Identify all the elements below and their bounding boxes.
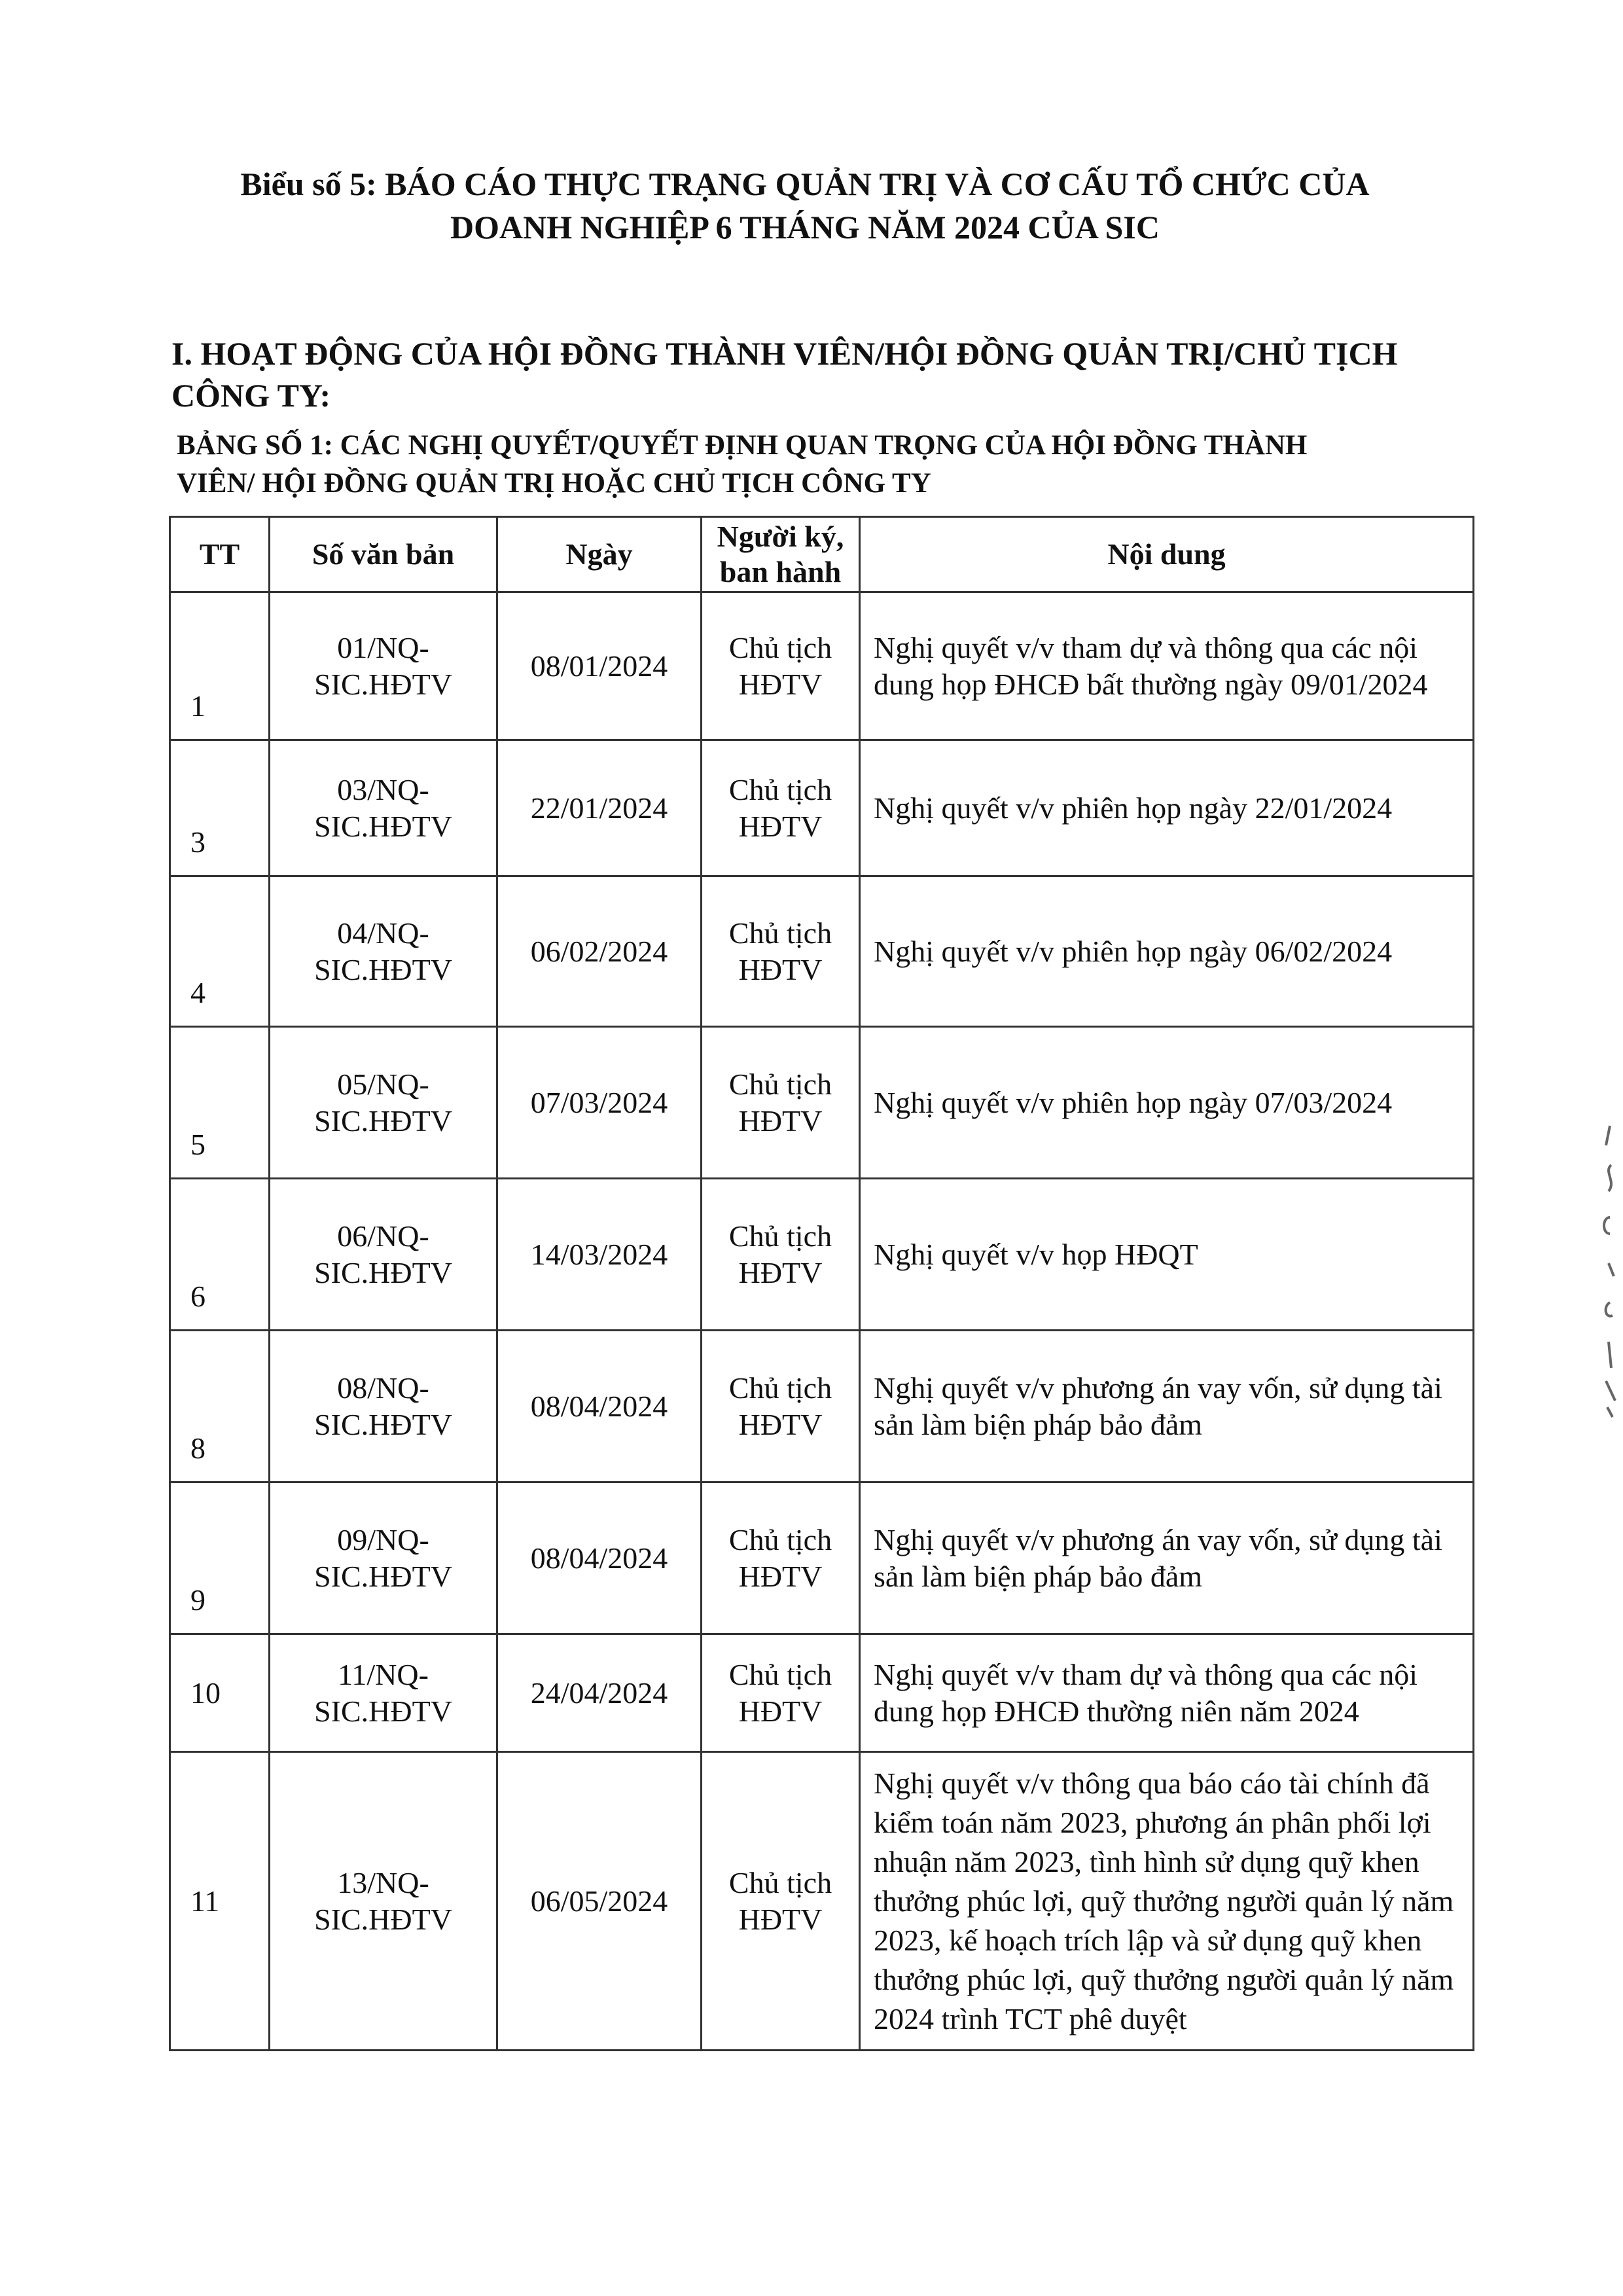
cell-ngay: 06/05/2024 bbox=[497, 1752, 702, 2051]
table-title-line-1: BẢNG SỐ 1: CÁC NGHỊ QUYẾT/QUYẾT ĐỊNH QUAN TRỌNG CỦA HỘI ĐỒNG THÀNH bbox=[177, 430, 1308, 461]
cell-nguoi-ky bbox=[702, 592, 860, 740]
cell-so-van-ban bbox=[270, 1027, 497, 1179]
nguoi-ky-line-1: Chủ tịch bbox=[728, 1657, 832, 1691]
cell-noi-dung: Nghị quyết v/v phương án vay vốn, sử dụng tài sản làm biện pháp bảo đảm bbox=[860, 1482, 1474, 1634]
nguoi-ky-line-1: Chủ tịch bbox=[728, 916, 832, 950]
cell-noi-dung: Nghị quyết v/v phiên họp ngày 06/02/2024 bbox=[860, 876, 1474, 1027]
table-row bbox=[170, 592, 1474, 740]
header-nguoi-ky bbox=[702, 517, 860, 592]
header-nguoi-ky-line-2: ban hành bbox=[719, 555, 842, 588]
cell-ngay: 08/01/2024 bbox=[497, 592, 702, 740]
cell-so-van-ban bbox=[270, 876, 497, 1027]
header-nguoi-ky-line-1: Người ký, bbox=[717, 520, 844, 553]
cell-noi-dung: Nghị quyết v/v thông qua báo cáo tài chính đã kiểm toán năm 2023, phương án phân phối lợi nhuận năm 2023, tình hình sử dụng quỹ khen thưởng phúc lợi, quỹ thưởng người quản lý năm 2023, kế hoạch trích lập và sử dụng quỹ khen thưởng phúc lợi, quỹ thưởng người quản lý năm 2024 trình TCT phê duyệt bbox=[860, 1752, 1474, 2051]
table-row bbox=[170, 1634, 1474, 1752]
so-van-ban-line-1: 13/NQ- bbox=[337, 1865, 429, 1899]
margin-stamp-mark bbox=[1597, 1119, 1623, 1420]
cell-ngay: 08/04/2024 bbox=[497, 1331, 702, 1482]
cell-ngay: 07/03/2024 bbox=[497, 1027, 702, 1179]
cell-ngay: 08/04/2024 bbox=[497, 1482, 702, 1634]
cell-nguoi-ky bbox=[702, 876, 860, 1027]
so-van-ban-line-2: SIC.HĐTV bbox=[314, 1559, 452, 1593]
cell-tt: 3 bbox=[170, 740, 270, 876]
so-van-ban-line-2: SIC.HĐTV bbox=[314, 1407, 452, 1441]
cell-nguoi-ky bbox=[702, 1331, 860, 1482]
table-body bbox=[170, 592, 1474, 2051]
table-row bbox=[170, 1027, 1474, 1179]
cell-tt: 4 bbox=[170, 876, 270, 1027]
so-van-ban-line-1: 03/NQ- bbox=[337, 772, 429, 806]
cell-so-van-ban bbox=[270, 1634, 497, 1752]
so-van-ban-line-1: 06/NQ- bbox=[337, 1219, 429, 1253]
so-van-ban-line-2: SIC.HĐTV bbox=[314, 952, 452, 986]
cell-ngay: 22/01/2024 bbox=[497, 740, 702, 876]
so-van-ban-line-1: 04/NQ- bbox=[337, 916, 429, 950]
section-heading-line-2: CÔNG TY: bbox=[171, 377, 331, 414]
stamp-edge-icon bbox=[1597, 1119, 1623, 1420]
table-row bbox=[170, 740, 1474, 876]
so-van-ban-line-2: SIC.HĐTV bbox=[314, 809, 452, 843]
cell-noi-dung: Nghị quyết v/v tham dự và thông qua các nội dung họp ĐHCĐ bất thường ngày 09/01/2024 bbox=[860, 592, 1474, 740]
cell-noi-dung: Nghị quyết v/v phương án vay vốn, sử dụng tài sản làm biện pháp bảo đảm bbox=[860, 1331, 1474, 1482]
so-van-ban-line-2: SIC.HĐTV bbox=[314, 1103, 452, 1138]
report-title-line-1: Biểu số 5: BÁO CÁO THỰC TRẠNG QUẢN TRỊ VÀ CƠ CẤU TỔ CHỨC CỦA bbox=[240, 166, 1370, 202]
so-van-ban-line-2: SIC.HĐTV bbox=[314, 1255, 452, 1289]
cell-tt: 5 bbox=[170, 1027, 270, 1179]
nguoi-ky-line-2: HĐTV bbox=[738, 1407, 823, 1441]
cell-noi-dung: Nghị quyết v/v phiên họp ngày 22/01/2024 bbox=[860, 740, 1474, 876]
cell-so-van-ban bbox=[270, 592, 497, 740]
nguoi-ky-line-1: Chủ tịch bbox=[728, 630, 832, 664]
table-row bbox=[170, 1752, 1474, 2051]
header-ngay: Ngày bbox=[497, 517, 702, 592]
nguoi-ky-line-2: HĐTV bbox=[738, 1255, 823, 1289]
so-van-ban-line-1: 05/NQ- bbox=[337, 1067, 429, 1101]
nguoi-ky-line-1: Chủ tịch bbox=[728, 1067, 832, 1101]
cell-so-van-ban bbox=[270, 1752, 497, 2051]
so-van-ban-line-2: SIC.HĐTV bbox=[314, 1694, 452, 1728]
header-noi-dung: Nội dung bbox=[860, 517, 1474, 592]
nguoi-ky-line-1: Chủ tịch bbox=[728, 772, 832, 806]
cell-noi-dung: Nghị quyết v/v phiên họp ngày 07/03/2024 bbox=[860, 1027, 1474, 1179]
table-row bbox=[170, 1331, 1474, 1482]
cell-so-van-ban bbox=[270, 1482, 497, 1634]
table-title-line-2: VIÊN/ HỘI ĐỒNG QUẢN TRỊ HOẶC CHỦ TỊCH CÔNG TY bbox=[177, 468, 931, 499]
cell-ngay: 14/03/2024 bbox=[497, 1179, 702, 1331]
cell-tt: 11 bbox=[170, 1752, 270, 2051]
table-header-row bbox=[170, 517, 1474, 592]
nguoi-ky-line-1: Chủ tịch bbox=[728, 1522, 832, 1556]
table-title bbox=[177, 427, 1459, 503]
cell-so-van-ban bbox=[270, 1331, 497, 1482]
table-row bbox=[170, 1482, 1474, 1634]
header-so-van-ban: Số văn bản bbox=[270, 517, 497, 592]
nguoi-ky-line-2: HĐTV bbox=[738, 809, 823, 843]
so-van-ban-line-1: 08/NQ- bbox=[337, 1371, 429, 1405]
cell-tt: 8 bbox=[170, 1331, 270, 1482]
header-tt: TT bbox=[170, 517, 270, 592]
nguoi-ky-line-1: Chủ tịch bbox=[728, 1865, 832, 1899]
cell-ngay: 24/04/2024 bbox=[497, 1634, 702, 1752]
nguoi-ky-line-2: HĐTV bbox=[738, 667, 823, 701]
cell-nguoi-ky bbox=[702, 1482, 860, 1634]
cell-tt: 6 bbox=[170, 1179, 270, 1331]
nguoi-ky-line-2: HĐTV bbox=[738, 1103, 823, 1138]
table-row bbox=[170, 876, 1474, 1027]
cell-nguoi-ky bbox=[702, 1752, 860, 2051]
section-heading bbox=[171, 332, 1454, 416]
nguoi-ky-line-2: HĐTV bbox=[738, 1694, 823, 1728]
cell-noi-dung: Nghị quyết v/v họp HĐQT bbox=[860, 1179, 1474, 1331]
so-van-ban-line-1: 11/NQ- bbox=[338, 1657, 429, 1691]
cell-tt: 1 bbox=[170, 592, 270, 740]
resolutions-table bbox=[169, 516, 1474, 2051]
cell-so-van-ban bbox=[270, 1179, 497, 1331]
so-van-ban-line-1: 01/NQ- bbox=[337, 630, 429, 664]
nguoi-ky-line-2: HĐTV bbox=[738, 952, 823, 986]
so-van-ban-line-1: 09/NQ- bbox=[337, 1522, 429, 1556]
so-van-ban-line-2: SIC.HĐTV bbox=[314, 1902, 452, 1936]
nguoi-ky-line-2: HĐTV bbox=[738, 1559, 823, 1593]
cell-ngay: 06/02/2024 bbox=[497, 876, 702, 1027]
report-title bbox=[164, 162, 1446, 249]
cell-nguoi-ky bbox=[702, 740, 860, 876]
cell-nguoi-ky bbox=[702, 1634, 860, 1752]
nguoi-ky-line-1: Chủ tịch bbox=[728, 1219, 832, 1253]
cell-tt: 10 bbox=[170, 1634, 270, 1752]
section-heading-line-1: I. HOẠT ĐỘNG CỦA HỘI ĐỒNG THÀNH VIÊN/HỘI ĐỒNG QUẢN TRỊ/CHỦ TỊCH bbox=[171, 335, 1398, 372]
nguoi-ky-line-1: Chủ tịch bbox=[728, 1371, 832, 1405]
cell-tt: 9 bbox=[170, 1482, 270, 1634]
report-title-line-2: DOANH NGHIỆP 6 THÁNG NĂM 2024 CỦA SIC bbox=[450, 209, 1160, 245]
nguoi-ky-line-2: HĐTV bbox=[738, 1902, 823, 1936]
cell-nguoi-ky bbox=[702, 1179, 860, 1331]
cell-noi-dung: Nghị quyết v/v tham dự và thông qua các nội dung họp ĐHCĐ thường niên năm 2024 bbox=[860, 1634, 1474, 1752]
cell-so-van-ban bbox=[270, 740, 497, 876]
so-van-ban-line-2: SIC.HĐTV bbox=[314, 667, 452, 701]
cell-nguoi-ky bbox=[702, 1027, 860, 1179]
table-row bbox=[170, 1179, 1474, 1331]
